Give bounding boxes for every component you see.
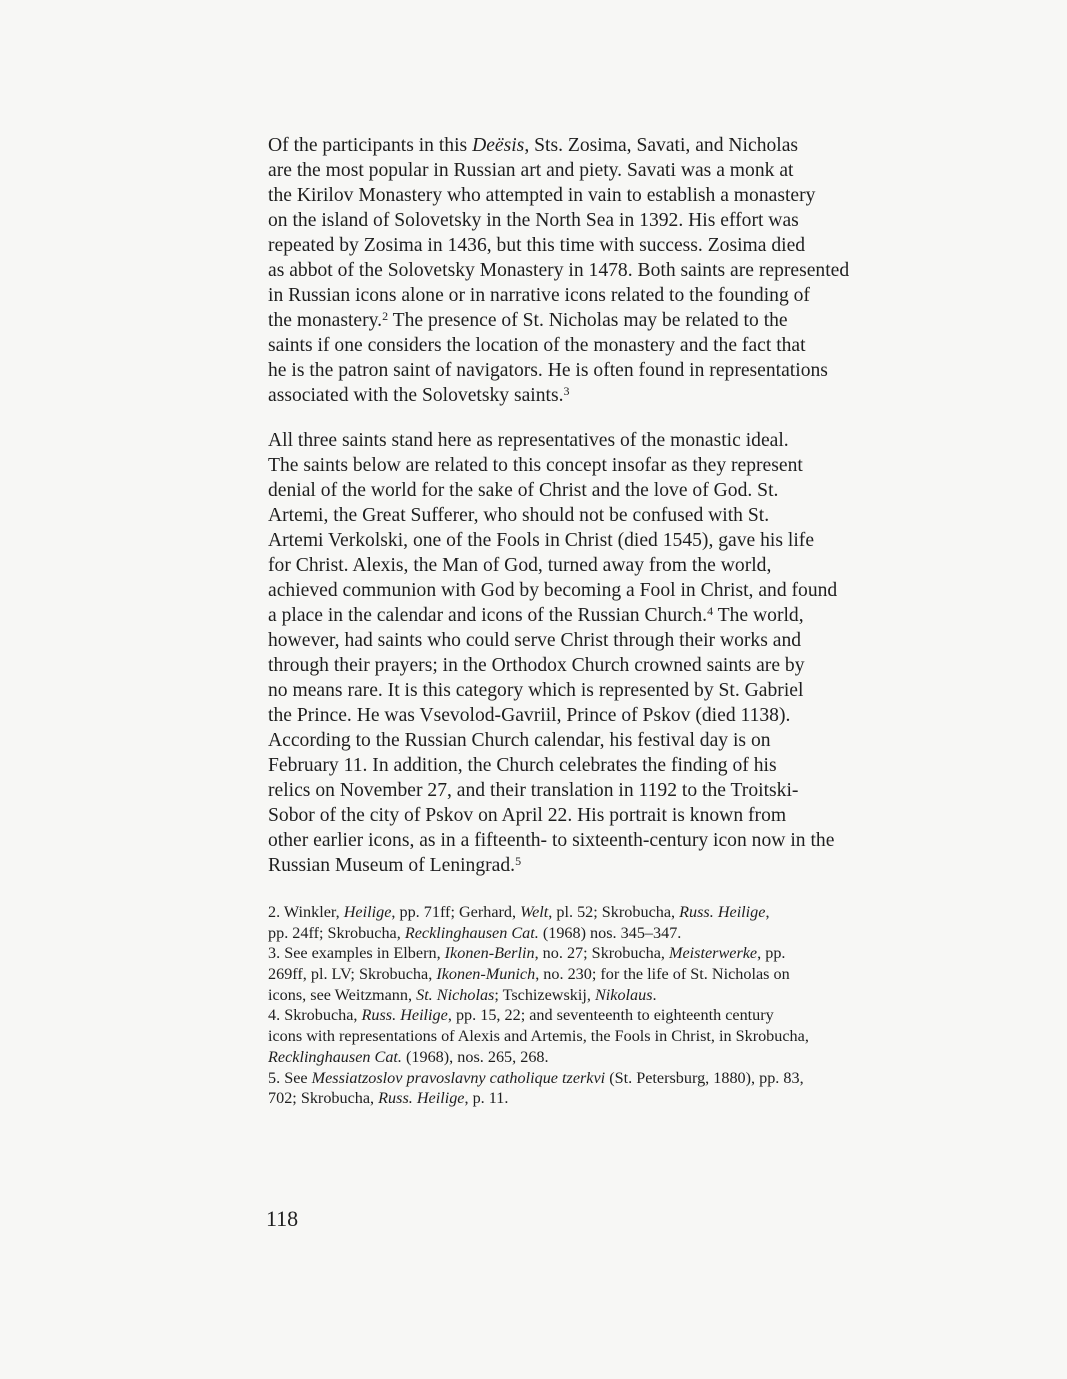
text-run: 4. Skrobucha, [268,1006,362,1025]
paragraph-2-line [268,653,837,678]
footnotes-line [268,985,809,1006]
body-paragraph-2 [268,428,837,878]
footnote-ref: 4 [707,604,714,618]
paragraph-2-line [268,678,837,703]
italic-title: Welt [520,903,549,921]
text-run: other earlier icons, as in a fifteenth- to sixteenth-century icon now in the [268,830,835,851]
italic-title: Meisterwerke [669,944,758,963]
footnotes-line [268,1005,809,1026]
italic-title: Heilige [343,903,392,921]
paragraph-1-line [268,383,849,408]
text-run: the Kirilov Monastery who attempted in vain to establish a monastery [268,185,816,206]
italic-title: Ikonen-Munich [436,965,536,984]
footnotes-line [268,1047,809,1068]
text-run: 3. See examples in Elbern, [268,944,445,963]
text-run: Artemi, the Great Sufferer, who should not be confused with St. [268,505,770,526]
italic-title: Russ. Heilige [679,903,766,921]
text-run: repeated by Zosima in 1436, but this time with success. Zosima died [268,235,806,256]
text-run: the Prince. He was Vsevolod-Gavriil, Prince of Pskov (died 1138). [268,705,791,726]
paragraph-2-line [268,628,837,653]
paragraph-2-line [268,553,837,578]
text-run: (1968) nos. 345–347. [538,923,682,942]
text-run: , [765,903,770,921]
text-run: ; Tschizewskij, [494,985,595,1004]
text-run: relics on November 27, and their translation in 1192 to the Troitski- [268,780,799,801]
text-run: a place in the calendar and icons of the Russian Church. [268,605,708,626]
text-run: All three saints stand here as representatives of the monastic ideal. [268,430,789,451]
text-run: on the island of Solovetsky in the North Sea in 1392. His effort was [268,210,799,231]
text-run: 2. Winkler, [268,903,344,921]
footnotes-line [268,964,809,985]
text-run: are the most popular in Russian art and piety. Savati was a monk at [268,160,794,181]
text-run: , p. 11. [464,1089,509,1108]
text-run: associated with the Solovetsky saints. [268,385,564,406]
paragraph-2-line [268,753,837,778]
italic-title: Ikonen-Berlin [444,944,535,963]
italic-title: Deësis [472,135,525,156]
page-number: 118 [266,1206,299,1231]
text-run: , pl. 52; Skrobucha, [548,903,680,921]
italic-title: Nikolaus [594,985,653,1004]
text-run: , no. 230; for the life of St. Nicholas on [535,965,790,984]
text-run: , pp. 71ff; Gerhard, [391,903,521,921]
text-run: for Christ. Alexis, the Man of God, turned away from the world, [268,555,772,576]
text-run: The presence of St. Nicholas may be related to the [388,310,788,331]
text-run: , Sts. Zosima, Savati, and Nicholas [524,135,799,156]
footnotes-line [268,1088,809,1109]
footnote-ref: 2 [382,309,389,323]
text-run: saints if one considers the location of the monastery and the fact that [268,335,806,356]
paragraph-1-line [268,333,849,358]
text-run: he is the patron saint of navigators. He is often found in representations [268,360,828,381]
text-run: in Russian icons alone or in narrative icons related to the founding of [268,285,810,306]
paragraph-1-line [268,283,849,308]
paragraph-2-line [268,478,837,503]
paragraph-1-line [268,233,849,258]
paragraph-2-line [268,528,837,553]
footnotes-line [268,1068,809,1089]
paragraph-2-line [268,703,837,728]
footnotes-line [268,943,809,964]
paragraph-2-line [268,453,837,478]
text-run: (1968), nos. 265, 268. [401,1047,549,1066]
paragraph-2-line [268,728,837,753]
paragraph-2-line [268,803,837,828]
paragraph-2-line [268,603,837,628]
text-run: 5. See [268,1068,312,1087]
footnote-ref: 3 [563,384,570,398]
body-paragraph-1 [268,133,849,408]
paragraph-2-line [268,578,837,603]
paragraph-2-line [268,778,837,803]
italic-title: Russ. Heilige [361,1006,448,1025]
text-run: February 11. In addition, the Church celebrates the finding of his [268,755,777,776]
text-run: Sobor of the city of Pskov on April 22. His portrait is known from [268,805,787,826]
text-run: however, had saints who could serve Christ through their works and [268,630,802,651]
paragraph-1-line [268,258,849,283]
text-run: The saints below are related to this concept insofar as they represent [268,455,803,476]
italic-title: Recklinghausen Cat. [268,1047,402,1066]
text-run: 269ff, pl. LV; Skrobucha, [268,965,437,984]
text-run: Russian Museum of Leningrad. [268,855,516,876]
text-run: According to the Russian Church calendar, his festival day is on [268,730,771,751]
paragraph-1-line [268,158,849,183]
text-run: pp. 24ff; Skrobucha, [268,923,405,942]
text-run: Artemi Verkolski, one of the Fools in Christ (died 1545), gave his life [268,530,815,551]
paragraph-2-line [268,503,837,528]
text-run: icons, see Weitzmann, [268,985,417,1004]
footnotes [268,902,809,1109]
paragraph-1-line [268,183,849,208]
paragraph-2-line [268,828,837,853]
footnote-ref: 5 [515,854,522,868]
text-run: the monastery. [268,310,383,331]
text-run: 702; Skrobucha, [268,1089,379,1108]
text-run: Of the participants in this [268,135,473,156]
text-run: no means rare. It is this category which is represented by St. Gabriel [268,680,804,701]
text-run: . [652,985,657,1004]
text-run: denial of the world for the sake of Christ and the love of God. St. [268,480,779,501]
paragraph-2-line [268,853,837,878]
paragraph-1-line [268,308,849,333]
italic-title: Messiatzoslov pravoslavny catholique tzerkvi [311,1068,606,1087]
text-run: icons with representations of Alexis and Artemis, the Fools in Christ, in Skrobucha, [268,1027,809,1046]
italic-title: St. Nicholas [416,985,495,1004]
footnotes-line [268,1026,809,1047]
text-run: as abbot of the Solovetsky Monastery in 1478. Both saints are represented [268,260,850,281]
paragraph-1-line [268,208,849,233]
text-run: The world, [713,605,804,626]
text-run: (St. Petersburg, 1880), pp. 83, [605,1068,804,1087]
italic-title: Recklinghausen Cat. [404,923,539,942]
text-run: , pp. [757,944,786,963]
text-run: , pp. 15, 22; and seventeenth to eighteenth century [447,1006,774,1025]
paragraph-1-line [268,133,849,158]
text-run: through their prayers; in the Orthodox Church crowned saints are by [268,655,805,676]
footnotes-line [268,923,809,944]
paragraph-1-line [268,358,849,383]
italic-title: Russ. Heilige [378,1089,465,1108]
text-run: , no. 27; Skrobucha, [534,944,670,963]
footnotes-line [268,902,809,923]
text-run: achieved communion with God by becoming a Fool in Christ, and found [268,580,838,601]
paragraph-2-line [268,428,837,453]
